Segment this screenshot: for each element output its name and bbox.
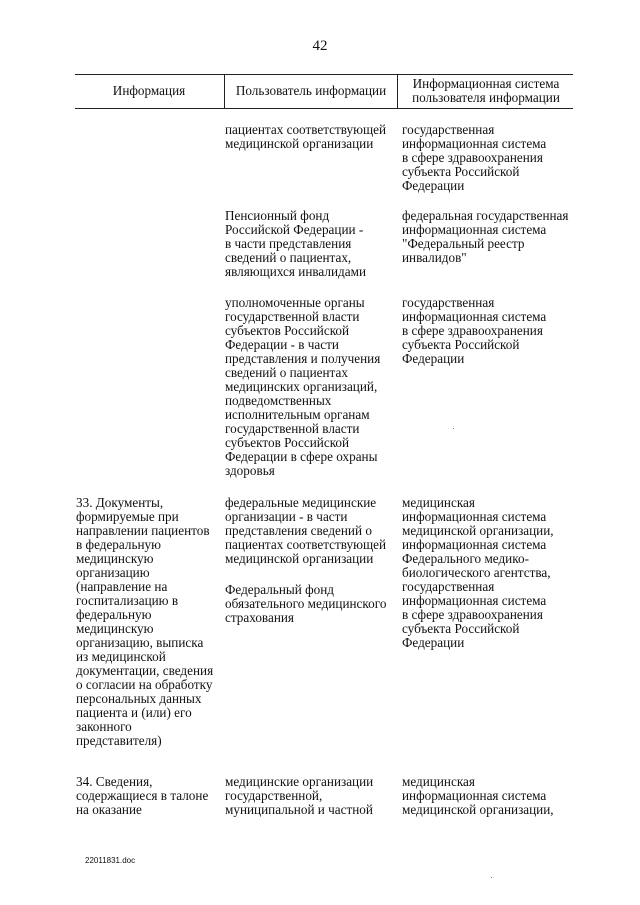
header-system: Информационная система пользователя информации <box>412 76 560 105</box>
table-cell-user: медицинские организации государственной, муниципальной и частной <box>225 774 374 817</box>
table-top-rule <box>75 74 573 75</box>
header-user: Пользователь информации <box>235 83 387 98</box>
scan-speck <box>491 877 492 878</box>
table-cell-info: 34. Сведения, содержащиеся в талоне на оказание <box>76 774 209 817</box>
table-cell-user: Пенсионный фонд Российской Федерации - в части представления сведений о пациентах, являющихся инвалидами <box>225 208 366 279</box>
table-cell-system: медицинская информационная система медицинской организации, информационная система Федерального медико- биологического агентства, государственная информационная система в сфере здравоохранения субъекта Российской Федерации <box>402 495 554 650</box>
table-cell-info: 33. Документы, формируемые при направлении пациентов в федеральную медицинскую организацию (направление на госпитализацию в федеральную медицинскую организацию, выписка из медицинской документации, сведения о согласии на обработку персональных данных пациента и (или) его законного представителя) <box>76 495 214 748</box>
table-cell-user: федеральные медицинские организации - в части представления сведений о пациентах соответствующей медицинской организации <box>225 495 387 566</box>
table-cell-system: медицинская информационная система медицинской организации, <box>402 774 554 817</box>
table-cell-system: государственная информационная система в сфере здравоохранения субъекта Российской Федерации <box>402 295 547 366</box>
table-header-rule <box>75 108 573 109</box>
header-separator <box>397 74 398 108</box>
table-cell-system: федеральная государственная информационная система "Федеральный реестр инвалидов" <box>402 208 569 265</box>
table-cell-user-extra: Федеральный фонд обязательного медицинского страхования <box>225 582 387 625</box>
page-number: 42 <box>312 38 328 54</box>
table-cell-user: уполномоченные органы государственной власти субъектов Российской Федерации - в части представления и получения сведений о пациентах медицинских организаций, подведомственных исполнительным органам государственной власти субъектов Российской Федерации в сфере охраны здоровья <box>225 295 381 478</box>
header-info: Информация <box>112 83 186 98</box>
header-separator <box>224 74 225 108</box>
scan-speck <box>453 428 454 429</box>
document-code: 22011831.doc <box>85 856 136 865</box>
table-cell-system: государственная информационная система в сфере здравоохранения субъекта Российской Федерации <box>402 122 547 193</box>
table-cell-user: пациентах соответствующей медицинской организации <box>225 122 387 151</box>
